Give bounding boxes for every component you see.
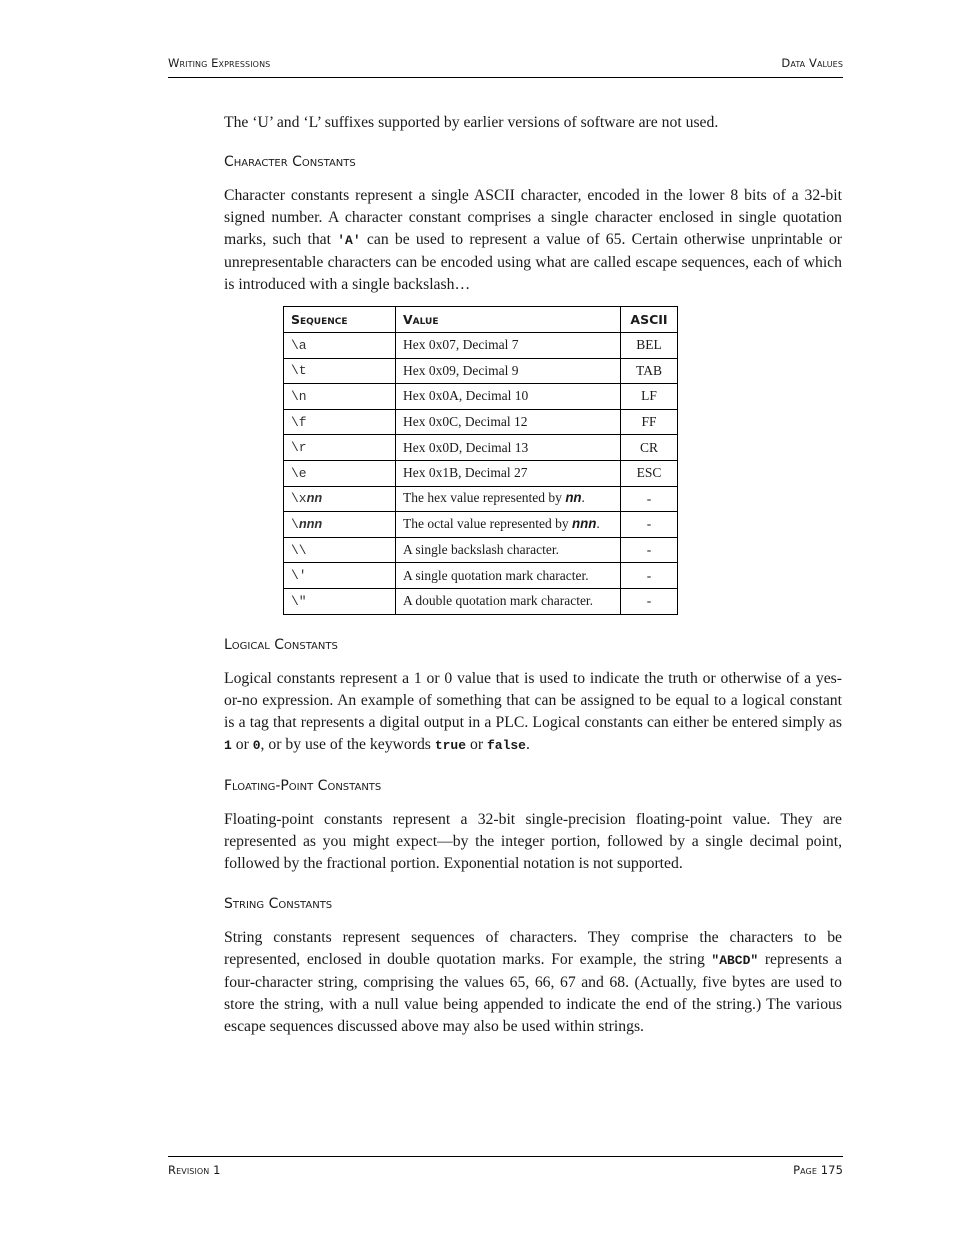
code-inline: true [434,737,467,753]
text-run: can be used to represent a value of 65. Certain otherwise unprintable or unrepresentable characters can be encoded using what are called escape sequences, each of which is introduced with a single backslash… [224,231,842,293]
page-header [168,56,843,78]
cell-value [396,512,621,538]
text-run: , or by use of the keywords [260,735,435,753]
cell-sequence [284,512,396,538]
column-header-ascii: ASCII [621,307,678,333]
heading-string-constants: String Constants [224,895,333,912]
cell-ascii: CR [621,435,678,461]
cell-ascii: - [621,563,678,589]
cell-ascii: - [621,537,678,563]
cell-value: Hex 0x1B, Decimal 27 [396,460,621,486]
sequence-variable: nn [306,491,323,507]
heading-character-constants: Character Constants [224,154,356,170]
text-run: Character constants represent a single ASCII character, encoded in the lower 8 bits of a 32-bit signed number. A character constant comprises a single character enclosed in single quotation marks, such that [224,187,842,248]
text-run: . [525,735,530,753]
table-row [284,512,678,538]
table-row [284,537,678,563]
table-row [284,486,678,512]
cell-value: Hex 0x0A, Decimal 10 [396,384,621,410]
table-row [284,588,678,614]
cell-value: Hex 0x0D, Decimal 13 [396,435,621,461]
cell-sequence: \n [284,384,396,410]
text-run: represents a four-character string, comprising the values 65, 66, 67 and 68. (Actually, five bytes are used to store the string, with a null value being appended to indicate the end of the string.) The various escape sequences discussed above may also be used within strings. [224,950,843,1035]
cell-ascii: - [621,512,678,538]
value-text-end: . [596,515,600,531]
code-inline: 0 [252,737,261,753]
table-header-row [284,307,678,333]
table-row [284,435,678,461]
cell-sequence: \r [284,435,396,461]
intro-paragraph: The ‘U’ and ‘L’ suffixes supported by earlier versions of software are not used. [224,114,719,131]
cell-value: A single quotation mark character. [396,563,621,589]
text-run: or [466,735,487,753]
code-inline: "ABCD" [711,952,759,968]
cell-sequence: \f [284,409,396,435]
cell-ascii: TAB [621,358,678,384]
cell-value [396,486,621,512]
escape-sequence-table [283,306,678,615]
code-inline: 'A' [337,233,361,248]
paragraph-character-constants [224,185,842,296]
table-row [284,358,678,384]
sequence-prefix: \x [291,491,307,507]
heading-logical-constants: Logical Constants [224,636,338,653]
code-inline: 1 [224,737,232,753]
cell-value: Hex 0x07, Decimal 7 [396,333,621,359]
cell-ascii: - [621,588,678,614]
cell-value: A double quotation mark character. [396,588,621,614]
cell-sequence: \\ [284,537,396,563]
table-row [284,563,678,589]
cell-value: A single backslash character. [396,537,621,563]
cell-sequence [284,486,396,512]
code-inline: false [486,737,526,753]
cell-ascii: BEL [621,333,678,359]
page-body [224,112,842,1038]
cell-sequence: \a [284,333,396,359]
column-header-sequence: Sequence [284,307,396,333]
cell-value: Hex 0x0C, Decimal 12 [396,409,621,435]
value-text: The octal value represented by [403,515,573,531]
table-row [284,333,678,359]
cell-ascii: - [621,486,678,512]
paragraph-logical-constants [224,668,842,757]
column-header-value: Value [396,307,621,333]
value-variable: nn [565,492,582,508]
cell-ascii: ESC [621,460,678,486]
sequence-variable: nnn [298,516,323,532]
footer-page-number: Page 175 [793,1163,843,1177]
text-run: String constants represent sequences of characters. They comprise the characters to be represented, enclosed in double quotation marks. For example, the string [224,928,842,968]
cell-sequence: \e [284,460,396,486]
cell-ascii: FF [621,409,678,435]
header-chapter-title: Writing Expressions [168,56,271,70]
cell-sequence: \' [284,563,396,589]
table-row [284,384,678,410]
table-row [284,409,678,435]
paragraph-floating-point-constants: Floating-point constants represent a 32-bit single-precision floating-point value. They are represented as you might expect—by the integer portion, followed by a single decimal point, followed by the fractional portion. Exponential notation is not supported. [224,810,842,872]
header-section-title: Data Values [781,56,843,70]
value-text-end: . [581,490,585,506]
cell-ascii: LF [621,384,678,410]
value-variable: nnn [572,517,597,533]
cell-value: Hex 0x09, Decimal 9 [396,358,621,384]
sequence-prefix: \ [291,516,299,532]
table-row [284,460,678,486]
footer-revision: Revision 1 [168,1163,221,1177]
heading-floating-point-constants: Floating-Point Constants [224,777,382,794]
cell-sequence: \t [284,358,396,384]
page-footer [168,1156,843,1177]
text-run: Logical constants represent a 1 or 0 value that is used to indicate the truth or otherwise of a yes-or-no expression. An example of something that can be assigned to be equal to a logical constant is a tag that represents a digital output in a PLC. Logical constants can either be entered simply as [224,669,842,731]
paragraph-string-constants [224,927,842,1038]
value-text: The hex value represented by [403,490,566,506]
cell-sequence: \" [284,588,396,614]
text-run: or [231,735,253,753]
